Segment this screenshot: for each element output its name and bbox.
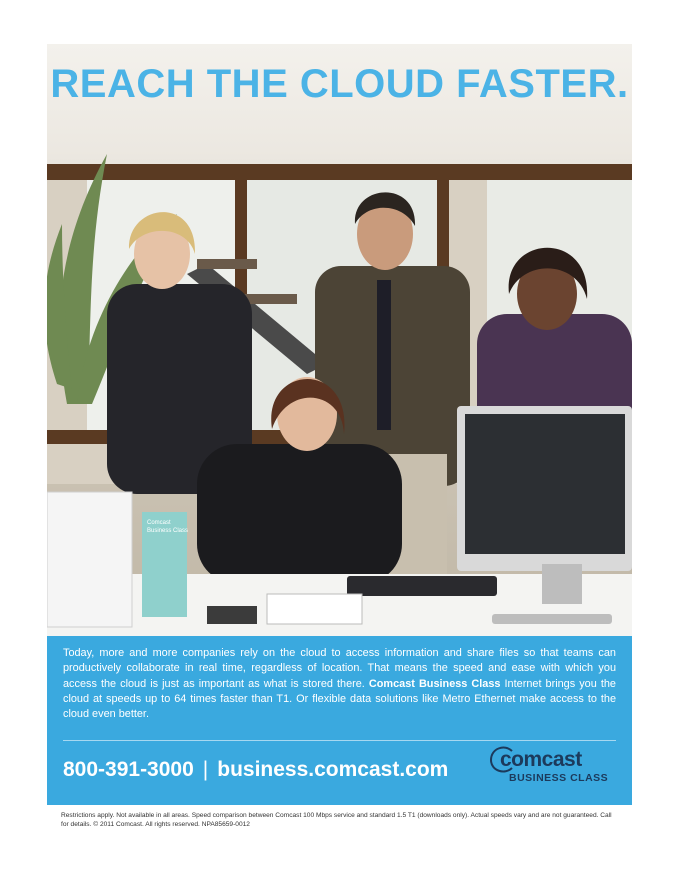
comcast-logo [492, 748, 617, 788]
brochure-stand [47, 492, 132, 627]
person-seated-top [197, 444, 402, 584]
monitor-base [492, 614, 612, 624]
person-center-tie [377, 280, 391, 430]
keyboard [347, 576, 497, 596]
phone-number[interactable]: 800-391-3000 [63, 758, 194, 781]
body-copy-intro: Today, more and more companies rely on the cloud to access information and share files so that teams can productively collaborate in real time, regardless of location. That means the speed and ease with which you access the cloud is just as important as what is stored there. [63, 647, 616, 690]
brochure-label-line2: Business Class [147, 528, 189, 534]
advertisement [47, 44, 632, 805]
stair-step [197, 259, 257, 269]
monitor-screen [465, 414, 625, 554]
card-holder [207, 606, 257, 624]
contact-line [63, 758, 448, 782]
headline: REACH THE CLOUD FASTER. [50, 62, 629, 106]
comcast-logo-subtitle: BUSINESS CLASS [509, 772, 609, 784]
brochure-label-line1: Comcast [147, 520, 171, 526]
body-copy [63, 646, 616, 722]
body-copy-brand: Comcast Business Class [368, 677, 501, 690]
window-header-beam [47, 164, 632, 180]
monitor-stand [542, 564, 582, 604]
office-team-photo [47, 44, 632, 636]
comcast-wordmark: comcast [500, 748, 582, 771]
fine-print: Restrictions apply. Not available in all areas. Speed comparison between Comcast 100 Mbps service and standard 1.5 T1 (downloads only). Actual speeds vary and are not guaranteed. Call for details. © 2011 Comcast. All rights reserved. NPA85659-0012 [61, 812, 612, 828]
divider [63, 740, 616, 741]
contact-separator: | [202, 758, 209, 781]
office-scene-illustration [47, 44, 632, 636]
papers [267, 594, 362, 624]
info-panel [47, 636, 632, 805]
body-copy-rest: Internet brings you the cloud at speeds up to 64 times faster than T1. Or flexible data solutions like Metro Ethernet make access to the cloud even better. [63, 677, 616, 721]
website-link[interactable]: business.comcast.com [217, 758, 449, 781]
